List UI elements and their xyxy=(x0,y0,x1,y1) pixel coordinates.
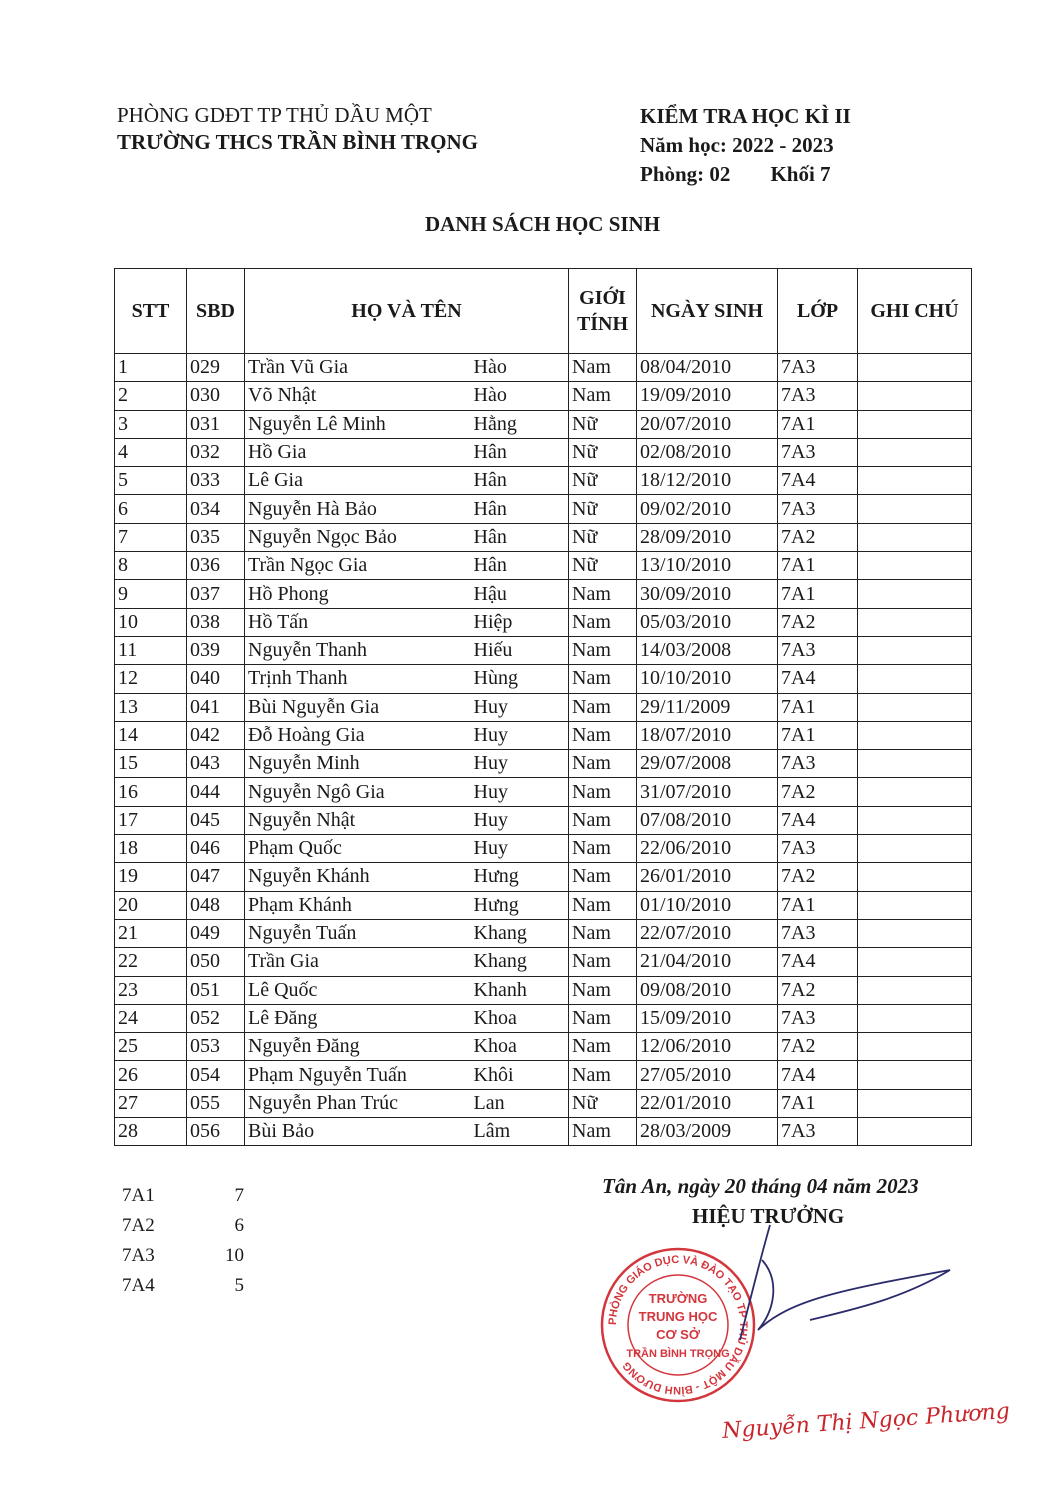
cell-note xyxy=(858,863,972,891)
cell-last-name: Võ Nhật xyxy=(245,382,471,410)
cell-last-name: Bùi Nguyễn Gia xyxy=(245,693,471,721)
cell-sbd: 040 xyxy=(187,665,245,693)
table-row xyxy=(115,665,972,693)
cell-stt: 20 xyxy=(115,891,187,919)
cell-stt: 11 xyxy=(115,636,187,664)
cell-gender: Nam xyxy=(569,1061,637,1089)
cell-gender: Nam xyxy=(569,863,637,891)
place-date: Tân An, ngày 20 tháng 04 năm 2023 xyxy=(602,1174,919,1198)
cell-gender: Nam xyxy=(569,608,637,636)
table-row xyxy=(115,891,972,919)
cell-dob: 15/09/2010 xyxy=(637,1004,778,1032)
cell-dob: 29/07/2008 xyxy=(637,750,778,778)
grade-level: Khối 7 xyxy=(770,162,831,186)
cell-last-name: Nguyễn Hà Bảo xyxy=(245,495,471,523)
table-row xyxy=(115,1089,972,1117)
cell-dob: 20/07/2010 xyxy=(637,410,778,438)
cell-gender: Nữ xyxy=(569,467,637,495)
cell-note xyxy=(858,1089,972,1117)
header-left xyxy=(117,102,478,156)
class-count: 6 xyxy=(234,1215,244,1236)
cell-note xyxy=(858,410,972,438)
cell-first-name: Hưng xyxy=(471,891,569,919)
table-row xyxy=(115,976,972,1004)
cell-dob: 09/08/2010 xyxy=(637,976,778,1004)
cell-dob: 05/03/2010 xyxy=(637,608,778,636)
cell-gender: Nam xyxy=(569,636,637,664)
cell-sbd: 046 xyxy=(187,835,245,863)
cell-note xyxy=(858,891,972,919)
class-count-row xyxy=(122,1181,244,1211)
cell-last-name: Nguyễn Nhật xyxy=(245,806,471,834)
col-header-class: LỚP xyxy=(778,269,858,354)
cell-sbd: 045 xyxy=(187,806,245,834)
class-name: 7A3 xyxy=(122,1245,155,1266)
cell-note xyxy=(858,806,972,834)
table-row xyxy=(115,410,972,438)
cell-gender: Nam xyxy=(569,1118,637,1146)
cell-note xyxy=(858,693,972,721)
cell-first-name: Khôi xyxy=(471,1061,569,1089)
class-name: 7A1 xyxy=(122,1185,155,1206)
class-name: 7A2 xyxy=(122,1215,155,1236)
cell-stt: 24 xyxy=(115,1004,187,1032)
room-number: Phòng: 02 xyxy=(640,162,731,186)
cell-dob: 21/04/2010 xyxy=(637,948,778,976)
cell-sbd: 049 xyxy=(187,919,245,947)
table-row xyxy=(115,1004,972,1032)
class-name: 7A4 xyxy=(122,1275,155,1296)
cell-stt: 9 xyxy=(115,580,187,608)
cell-sbd: 035 xyxy=(187,523,245,551)
cell-note xyxy=(858,721,972,749)
signer-name: Nguyễn Thị Ngọc Phương xyxy=(721,1398,1011,1445)
cell-last-name: Bùi Bảo xyxy=(245,1118,471,1146)
table-row xyxy=(115,354,972,382)
cell-dob: 12/06/2010 xyxy=(637,1033,778,1061)
cell-first-name: Huy xyxy=(471,806,569,834)
cell-note xyxy=(858,778,972,806)
cell-dob: 01/10/2010 xyxy=(637,891,778,919)
table-row xyxy=(115,636,972,664)
cell-sbd: 039 xyxy=(187,636,245,664)
cell-class: 7A3 xyxy=(778,438,858,466)
cell-dob: 14/03/2008 xyxy=(637,636,778,664)
cell-class: 7A3 xyxy=(778,835,858,863)
cell-last-name: Hồ Gia xyxy=(245,438,471,466)
cell-last-name: Hồ Tấn xyxy=(245,608,471,636)
cell-sbd: 030 xyxy=(187,382,245,410)
cell-first-name: Hân xyxy=(471,552,569,580)
cell-gender: Nữ xyxy=(569,523,637,551)
cell-dob: 18/07/2010 xyxy=(637,721,778,749)
cell-sbd: 044 xyxy=(187,778,245,806)
cell-gender: Nam xyxy=(569,354,637,382)
cell-dob: 28/09/2010 xyxy=(637,523,778,551)
cell-sbd: 031 xyxy=(187,410,245,438)
cell-last-name: Lê Quốc xyxy=(245,976,471,1004)
cell-first-name: Hiệp xyxy=(471,608,569,636)
exam-title: KIỂM TRA HỌC KÌ II xyxy=(640,104,851,128)
cell-dob: 13/10/2010 xyxy=(637,552,778,580)
seal-line-2: TRUNG HỌC xyxy=(638,1309,718,1324)
cell-stt: 25 xyxy=(115,1033,187,1061)
cell-sbd: 054 xyxy=(187,1061,245,1089)
cell-sbd: 033 xyxy=(187,467,245,495)
col-header-stt: STT xyxy=(115,269,187,354)
cell-sbd: 055 xyxy=(187,1089,245,1117)
cell-last-name: Trần Vũ Gia xyxy=(245,354,471,382)
cell-dob: 09/02/2010 xyxy=(637,495,778,523)
cell-class: 7A3 xyxy=(778,919,858,947)
cell-first-name: Hân xyxy=(471,495,569,523)
cell-dob: 26/01/2010 xyxy=(637,863,778,891)
cell-stt: 28 xyxy=(115,1118,187,1146)
school-name: TRƯỜNG THCS TRẦN BÌNH TRỌNG xyxy=(117,130,478,154)
cell-dob: 18/12/2010 xyxy=(637,467,778,495)
cell-class: 7A1 xyxy=(778,410,858,438)
cell-class: 7A3 xyxy=(778,354,858,382)
cell-first-name: Khang xyxy=(471,948,569,976)
cell-note xyxy=(858,1118,972,1146)
seal-ring-text: PHÒNG GIÁO DỤC VÀ ĐÀO TẠO TP THỦ DẦU MỘT - BÌNH DƯƠNG xyxy=(606,1253,750,1397)
cell-class: 7A1 xyxy=(778,891,858,919)
cell-gender: Nữ xyxy=(569,410,637,438)
cell-sbd: 032 xyxy=(187,438,245,466)
cell-sbd: 051 xyxy=(187,976,245,1004)
cell-class: 7A2 xyxy=(778,608,858,636)
cell-first-name: Khoa xyxy=(471,1033,569,1061)
cell-gender: Nam xyxy=(569,1033,637,1061)
cell-first-name: Hân xyxy=(471,467,569,495)
cell-last-name: Nguyễn Phan Trúc xyxy=(245,1089,471,1117)
table-row xyxy=(115,863,972,891)
cell-class: 7A4 xyxy=(778,948,858,976)
cell-stt: 1 xyxy=(115,354,187,382)
cell-gender: Nam xyxy=(569,665,637,693)
table-row xyxy=(115,1118,972,1146)
cell-note xyxy=(858,382,972,410)
cell-sbd: 053 xyxy=(187,1033,245,1061)
cell-last-name: Nguyễn Khánh xyxy=(245,863,471,891)
cell-stt: 19 xyxy=(115,863,187,891)
cell-gender: Nam xyxy=(569,948,637,976)
cell-note xyxy=(858,552,972,580)
table-row xyxy=(115,438,972,466)
cell-last-name: Lê Đăng xyxy=(245,1004,471,1032)
cell-gender: Nam xyxy=(569,693,637,721)
col-header-name: HỌ VÀ TÊN xyxy=(245,269,569,354)
school-year: Năm học: 2022 - 2023 xyxy=(640,133,834,157)
cell-stt: 23 xyxy=(115,976,187,1004)
cell-last-name: Phạm Quốc xyxy=(245,835,471,863)
cell-stt: 4 xyxy=(115,438,187,466)
cell-gender: Nam xyxy=(569,976,637,1004)
cell-dob: 31/07/2010 xyxy=(637,778,778,806)
cell-gender: Nữ xyxy=(569,552,637,580)
cell-last-name: Lê Gia xyxy=(245,467,471,495)
cell-class: 7A2 xyxy=(778,523,858,551)
cell-dob: 28/03/2009 xyxy=(637,1118,778,1146)
cell-stt: 22 xyxy=(115,948,187,976)
cell-sbd: 050 xyxy=(187,948,245,976)
col-header-gender: GIỚI TÍNH xyxy=(569,269,637,354)
cell-sbd: 056 xyxy=(187,1118,245,1146)
cell-last-name: Trần Ngọc Gia xyxy=(245,552,471,580)
cell-sbd: 037 xyxy=(187,580,245,608)
cell-sbd: 034 xyxy=(187,495,245,523)
cell-stt: 13 xyxy=(115,693,187,721)
cell-class: 7A3 xyxy=(778,495,858,523)
cell-stt: 15 xyxy=(115,750,187,778)
handwritten-signature xyxy=(700,1220,960,1350)
table-row xyxy=(115,580,972,608)
cell-sbd: 036 xyxy=(187,552,245,580)
cell-dob: 27/05/2010 xyxy=(637,1061,778,1089)
cell-first-name: Hằng xyxy=(471,410,569,438)
seal-line-3: CƠ SỞ xyxy=(656,1327,700,1342)
cell-first-name: Huy xyxy=(471,750,569,778)
cell-sbd: 048 xyxy=(187,891,245,919)
cell-stt: 12 xyxy=(115,665,187,693)
cell-sbd: 041 xyxy=(187,693,245,721)
table-row xyxy=(115,693,972,721)
cell-sbd: 043 xyxy=(187,750,245,778)
cell-class: 7A3 xyxy=(778,750,858,778)
cell-last-name: Nguyễn Minh xyxy=(245,750,471,778)
cell-last-name: Trần Gia xyxy=(245,948,471,976)
cell-stt: 10 xyxy=(115,608,187,636)
cell-dob: 10/10/2010 xyxy=(637,665,778,693)
cell-sbd: 038 xyxy=(187,608,245,636)
cell-note xyxy=(858,636,972,664)
cell-dob: 22/06/2010 xyxy=(637,835,778,863)
cell-last-name: Trịnh Thanh xyxy=(245,665,471,693)
table-row xyxy=(115,382,972,410)
department-name: PHÒNG GDĐT TP THỦ DẦU MỘT xyxy=(117,103,432,127)
cell-note xyxy=(858,523,972,551)
cell-class: 7A2 xyxy=(778,778,858,806)
cell-gender: Nam xyxy=(569,580,637,608)
col-header-note: GHI CHÚ xyxy=(858,269,972,354)
table-row xyxy=(115,948,972,976)
cell-class: 7A3 xyxy=(778,1118,858,1146)
cell-last-name: Đỗ Hoàng Gia xyxy=(245,721,471,749)
cell-gender: Nam xyxy=(569,750,637,778)
cell-first-name: Hưng xyxy=(471,863,569,891)
cell-gender: Nam xyxy=(569,919,637,947)
cell-first-name: Hùng xyxy=(471,665,569,693)
cell-note xyxy=(858,608,972,636)
cell-note xyxy=(858,1061,972,1089)
cell-stt: 7 xyxy=(115,523,187,551)
cell-stt: 2 xyxy=(115,382,187,410)
cell-sbd: 052 xyxy=(187,1004,245,1032)
cell-last-name: Nguyễn Ngô Gia xyxy=(245,778,471,806)
cell-stt: 8 xyxy=(115,552,187,580)
cell-first-name: Hào xyxy=(471,354,569,382)
cell-sbd: 029 xyxy=(187,354,245,382)
cell-last-name: Phạm Nguyễn Tuấn xyxy=(245,1061,471,1089)
cell-class: 7A4 xyxy=(778,467,858,495)
student-table xyxy=(114,268,972,1146)
cell-gender: Nam xyxy=(569,382,637,410)
cell-first-name: Hân xyxy=(471,523,569,551)
cell-class: 7A4 xyxy=(778,806,858,834)
cell-note xyxy=(858,919,972,947)
cell-note xyxy=(858,438,972,466)
cell-sbd: 042 xyxy=(187,721,245,749)
class-count-row xyxy=(122,1271,244,1301)
class-count-summary xyxy=(122,1181,244,1301)
seal-line-4: TRẦN BÌNH TRỌNG xyxy=(626,1348,730,1360)
cell-class: 7A2 xyxy=(778,976,858,1004)
cell-last-name: Nguyễn Lê Minh xyxy=(245,410,471,438)
table-row xyxy=(115,750,972,778)
cell-note xyxy=(858,750,972,778)
cell-last-name: Phạm Khánh xyxy=(245,891,471,919)
cell-note xyxy=(858,495,972,523)
room-grade xyxy=(640,160,851,189)
cell-class: 7A4 xyxy=(778,1061,858,1089)
cell-class: 7A1 xyxy=(778,1089,858,1117)
document-title: DANH SÁCH HỌC SINH xyxy=(424,212,661,236)
cell-note xyxy=(858,665,972,693)
cell-note xyxy=(858,1033,972,1061)
cell-last-name: Hồ Phong xyxy=(245,580,471,608)
cell-stt: 26 xyxy=(115,1061,187,1089)
cell-last-name: Nguyễn Tuấn xyxy=(245,919,471,947)
class-count: 10 xyxy=(225,1245,244,1266)
cell-sbd: 047 xyxy=(187,863,245,891)
cell-stt: 21 xyxy=(115,919,187,947)
cell-stt: 27 xyxy=(115,1089,187,1117)
cell-class: 7A3 xyxy=(778,382,858,410)
cell-first-name: Hậu xyxy=(471,580,569,608)
table-row xyxy=(115,523,972,551)
cell-note xyxy=(858,354,972,382)
table-row xyxy=(115,721,972,749)
cell-stt: 14 xyxy=(115,721,187,749)
cell-stt: 3 xyxy=(115,410,187,438)
cell-note xyxy=(858,580,972,608)
cell-class: 7A3 xyxy=(778,1004,858,1032)
cell-dob: 02/08/2010 xyxy=(637,438,778,466)
table-row xyxy=(115,835,972,863)
cell-gender: Nam xyxy=(569,835,637,863)
signer-role: HIỆU TRƯỞNG xyxy=(692,1204,845,1228)
cell-last-name: Nguyễn Thanh xyxy=(245,636,471,664)
col-header-dob: NGÀY SINH xyxy=(637,269,778,354)
table-row xyxy=(115,1033,972,1061)
table-row xyxy=(115,495,972,523)
cell-first-name: Huy xyxy=(471,835,569,863)
cell-dob: 30/09/2010 xyxy=(637,580,778,608)
cell-dob: 29/11/2009 xyxy=(637,693,778,721)
table-row xyxy=(115,778,972,806)
class-count-row xyxy=(122,1211,244,1241)
cell-gender: Nam xyxy=(569,778,637,806)
cell-first-name: Lan xyxy=(471,1089,569,1117)
cell-first-name: Huy xyxy=(471,693,569,721)
cell-first-name: Hào xyxy=(471,382,569,410)
cell-class: 7A1 xyxy=(778,721,858,749)
cell-gender: Nam xyxy=(569,721,637,749)
cell-first-name: Hiếu xyxy=(471,636,569,664)
class-count: 7 xyxy=(234,1185,244,1206)
header-right xyxy=(640,102,851,189)
cell-first-name: Khang xyxy=(471,919,569,947)
cell-first-name: Lâm xyxy=(471,1118,569,1146)
cell-note xyxy=(858,1004,972,1032)
cell-dob: 22/07/2010 xyxy=(637,919,778,947)
cell-class: 7A2 xyxy=(778,1033,858,1061)
table-row xyxy=(115,552,972,580)
cell-gender: Nữ xyxy=(569,495,637,523)
cell-class: 7A1 xyxy=(778,580,858,608)
cell-stt: 18 xyxy=(115,835,187,863)
cell-note xyxy=(858,948,972,976)
class-count: 5 xyxy=(234,1275,244,1296)
cell-gender: Nam xyxy=(569,891,637,919)
cell-last-name: Nguyễn Đăng xyxy=(245,1033,471,1061)
table-row xyxy=(115,1061,972,1089)
cell-first-name: Huy xyxy=(471,721,569,749)
table-header-row xyxy=(115,269,972,354)
cell-dob: 08/04/2010 xyxy=(637,354,778,382)
cell-class: 7A4 xyxy=(778,665,858,693)
class-count-row xyxy=(122,1241,244,1271)
table-row xyxy=(115,919,972,947)
cell-stt: 16 xyxy=(115,778,187,806)
cell-dob: 19/09/2010 xyxy=(637,382,778,410)
cell-stt: 17 xyxy=(115,806,187,834)
cell-stt: 6 xyxy=(115,495,187,523)
cell-first-name: Huy xyxy=(471,778,569,806)
cell-last-name: Nguyễn Ngọc Bảo xyxy=(245,523,471,551)
cell-gender: Nữ xyxy=(569,438,637,466)
cell-stt: 5 xyxy=(115,467,187,495)
cell-gender: Nam xyxy=(569,806,637,834)
table-row xyxy=(115,467,972,495)
cell-first-name: Hân xyxy=(471,438,569,466)
cell-note xyxy=(858,467,972,495)
table-row xyxy=(115,608,972,636)
cell-gender: Nữ xyxy=(569,1089,637,1117)
cell-note xyxy=(858,835,972,863)
cell-class: 7A1 xyxy=(778,693,858,721)
seal-line-1: TRƯỜNG xyxy=(648,1291,708,1306)
cell-note xyxy=(858,976,972,1004)
cell-class: 7A3 xyxy=(778,636,858,664)
cell-first-name: Khanh xyxy=(471,976,569,1004)
table-row xyxy=(115,806,972,834)
cell-dob: 07/08/2010 xyxy=(637,806,778,834)
col-header-sbd: SBD xyxy=(187,269,245,354)
cell-gender: Nam xyxy=(569,1004,637,1032)
cell-class: 7A1 xyxy=(778,552,858,580)
cell-dob: 22/01/2010 xyxy=(637,1089,778,1117)
cell-first-name: Khoa xyxy=(471,1004,569,1032)
cell-class: 7A2 xyxy=(778,863,858,891)
